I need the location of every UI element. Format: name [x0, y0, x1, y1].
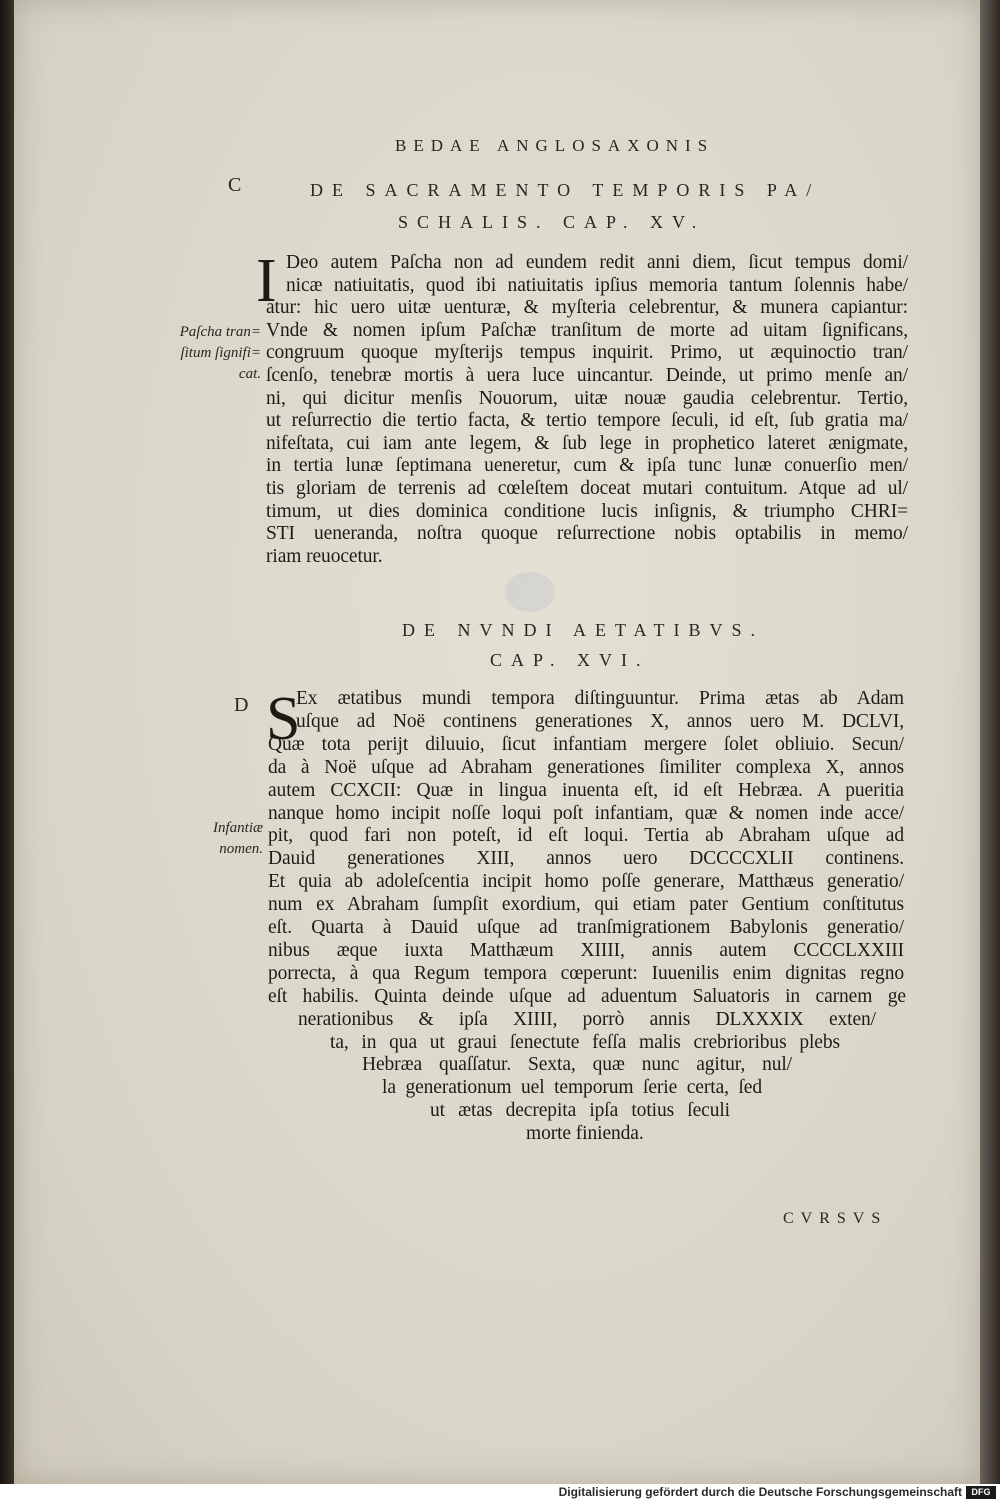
- chapter16-title-line2: CAP. XVI.: [490, 650, 650, 670]
- section-marker-c: C: [228, 174, 242, 196]
- chapter16-line: morte finienda.: [526, 1123, 644, 1145]
- chapter16-line: da à Noë uſque ad Abraham generationes ſimiliter complexa X, annos: [268, 756, 904, 778]
- chapter15-line: atur: hic uero uitæ uenturæ, & myſteria celebrentur, & munera capiantur:: [266, 297, 908, 319]
- chapter16-note-line: Infantiæ: [212, 820, 263, 836]
- chapter16-line: nanque homo incipit noſſe loqui poſt infantiam, quæ & nomen inde acce/: [268, 802, 904, 824]
- chapter16-line: eſt. Quarta à Dauid uſque ad tranſmigrationem Babylonis generatio/: [268, 917, 904, 938]
- running-head: BEDAE ANGLOSAXONIS: [395, 136, 715, 155]
- catchword: CVRSVS: [783, 1210, 888, 1227]
- chapter16-drop-cap: S: [266, 685, 301, 753]
- chapter16-line: pit, quod fari non poteſt, id eſt loqui. Tertia ab Abraham uſque ad: [268, 825, 904, 847]
- footer-credit: Digitalisierung gefördert durch die Deutsche Forschungsgemeinschaft: [558, 1485, 962, 1499]
- chapter16-line: ta, in qua ut graui ſenectute feſſa malis crebrioribus plebs: [330, 1031, 840, 1053]
- chapter15-drop-cap: I: [256, 247, 277, 315]
- chapter16-line: Hebræa quaſſatur. Sexta, quæ nunc agitur, nul/: [362, 1054, 792, 1076]
- chapter15-note-line: ſitum ſignifi=: [180, 345, 261, 361]
- chapter15-line: ſcenſo, tenebræ mortis à uera luce uincantur. Deinde, ut primo menſe an/: [266, 365, 908, 386]
- chapter15-line: Deo autem Paſcha non ad eundem redit anni diem, ſicut tempus domi/: [286, 252, 908, 273]
- chapter16-line: la generationum uel temporum ſerie certa, ſed: [382, 1077, 762, 1099]
- chapter16-line: porrecta, à qua Regum tempora cœperunt: Iuuenilis enim dignitas regno: [268, 962, 904, 984]
- chapter15-line: riam reuocetur.: [266, 545, 383, 567]
- chapter15-line: ut reſurrectio die tertio facta, & tertio tempore ſeculi, id eſt, ſub gratia ma/: [266, 410, 908, 432]
- section-marker-d: D: [234, 694, 249, 716]
- chapter16-line: Ex ætatibus mundi tempora diſtinguuntur. Prima ætas ab Adam: [296, 688, 904, 709]
- chapter15-line: congruum quoque myſterijs tempus inquirit. Primo, ut æquinoctio tran/: [266, 342, 908, 364]
- chapter15-title-line2: SCHALIS. CAP. XV.: [398, 212, 706, 232]
- footer-bar: [0, 1484, 1000, 1502]
- chapter15-line: nifeſtata, cui iam ante legem, & ſub lege in prophetico lateret ænigmate,: [266, 432, 908, 454]
- chapter16-line: nerationibus & ipſa XIIII, porrò annis DLXXXIX exten/: [298, 1008, 876, 1030]
- chapter15-line: nicæ natiuitatis, quod ibi natiuitatis ipſius memoria tantum ſolennis habe/: [286, 274, 908, 296]
- chapter15-note-line: cat.: [238, 366, 261, 382]
- chapter15-title-line1: DE SACRAMENTO TEMPORIS PA/: [310, 180, 821, 200]
- chapter15-line: ni, qui dicitur menſis Nouorum, uitæ nouæ gaudia celebrentur. Tertio,: [266, 387, 908, 409]
- chapter16-line: Quæ tota perijt diluuio, ſicut infantiam mergere ſolet obliuio. Secun/: [268, 733, 904, 755]
- chapter16-line: autem CCXCII: Quæ in lingua inuenta eſt, id eſt Hebræa. A pueritia: [268, 779, 904, 801]
- chapter15-line: Vnde & nomen ipſum Paſchæ tranſitum de morte ad uitam ſignificans,: [266, 319, 908, 341]
- chapter15-line: STI ueneranda, noſtra quoque reſurrectione nobis optabilis in memo/: [266, 523, 908, 545]
- chapter16-line: nibus æque iuxta Matthæum XIIII, annis autem CCCCLXXIII: [268, 939, 904, 961]
- chapter15-line: timum, ut dies dominica conditione lucis inſignis, & triumpho CHRI=: [266, 500, 908, 522]
- paper-stain: [505, 572, 555, 612]
- dfg-logo: DFG: [966, 1486, 996, 1499]
- chapter16-title-line1: DE NVNDI AETATIBVS.: [402, 620, 765, 640]
- page-edge: [980, 0, 1000, 1484]
- chapter16-line: Et quia ab adoleſcentia incipit homo poſſe generare, Matthæus generatio/: [268, 871, 904, 893]
- chapter15-note-line: Paſcha tran=: [179, 324, 261, 340]
- book-spine: [0, 0, 14, 1484]
- chapter16-line: num ex Abraham ſumpſit exordium, qui etiam pater Gentium conſtitutus: [268, 894, 904, 916]
- chapter16-note-line: nomen.: [219, 841, 263, 857]
- chapter16-line: Dauid generationes XIII, annos uero DCCCCXLII continens.: [268, 848, 904, 870]
- chapter16-line: uſque ad Noë continens generationes X, annos uero M. DCLVI,: [296, 710, 904, 732]
- chapter16-line: eſt habilis. Quinta deinde uſque ad aduentum Saluatoris in carnem ge: [268, 985, 906, 1007]
- chapter15-line: in tertia lunæ ſeptimana ueneretur, cum & ipſa tunc lunæ conuerſio men/: [266, 455, 908, 477]
- chapter15-line: tis gloriam de terrenis ad cœleſtem doceat mutari contuitum. Atque ad ul/: [266, 478, 908, 499]
- chapter16-line: ut ætas decrepita ipſa totius ſeculi: [430, 1100, 730, 1122]
